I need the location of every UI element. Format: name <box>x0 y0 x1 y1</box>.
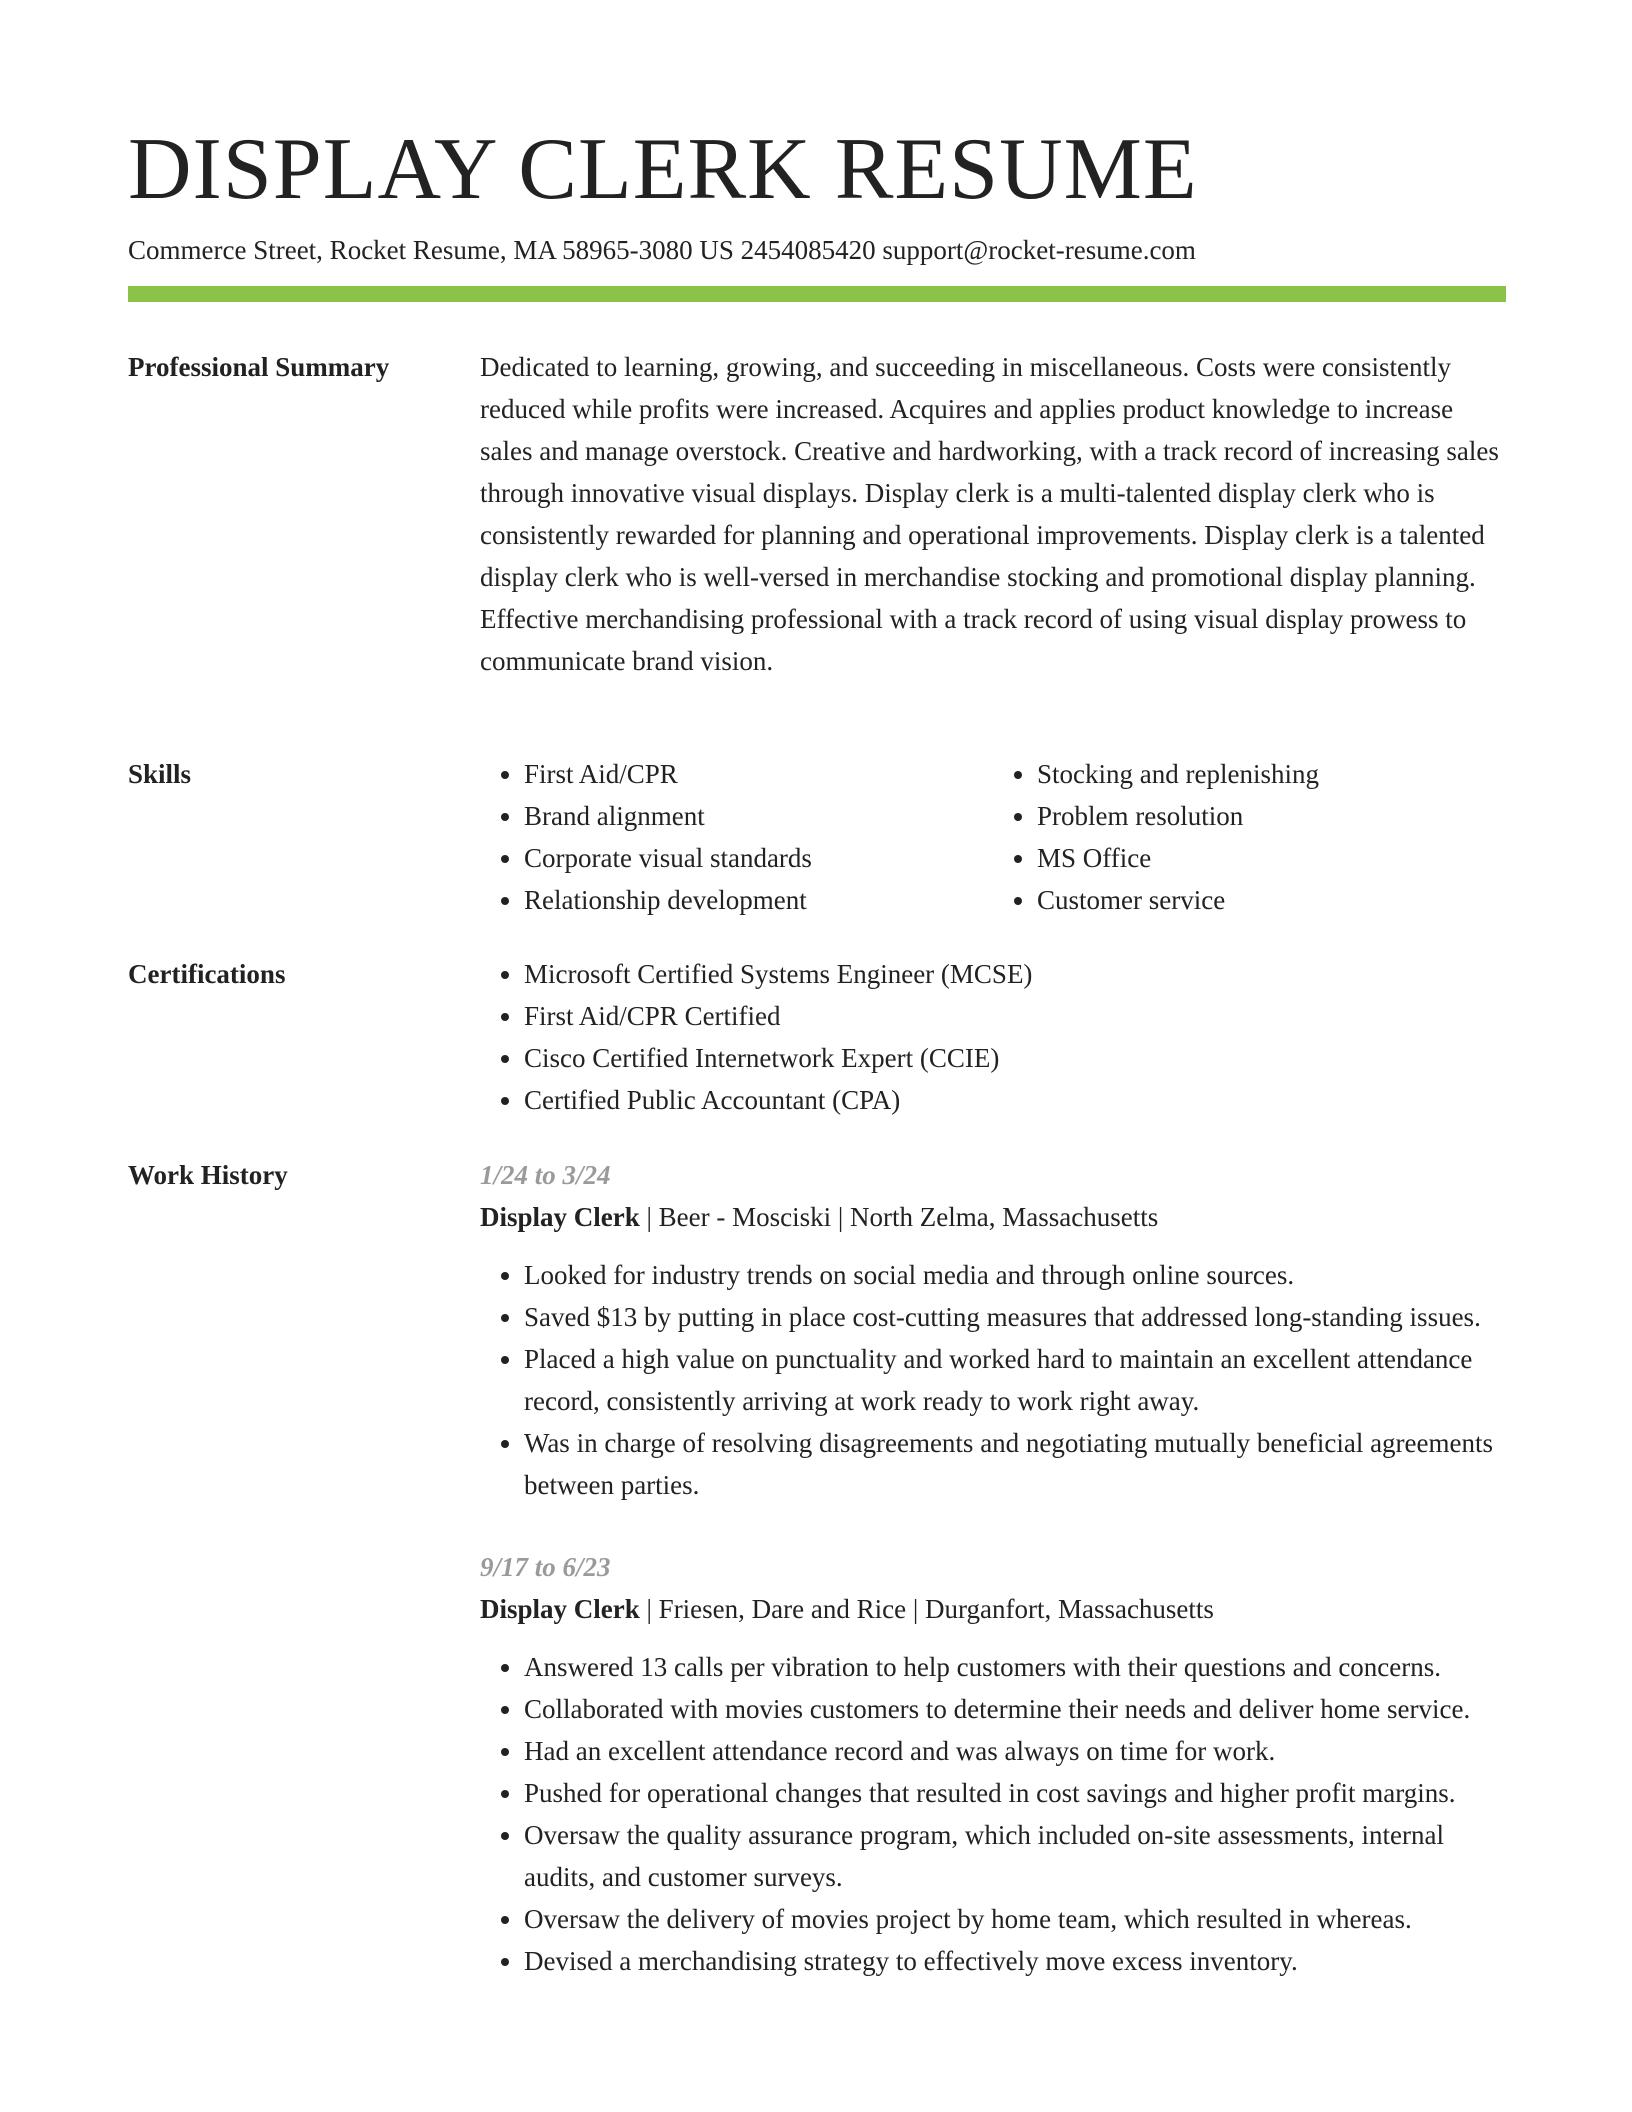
job-separator: | <box>639 1594 659 1624</box>
list-item: • Brand alignment <box>524 795 993 837</box>
job-heading <box>480 1588 1506 1630</box>
skills-left-list <box>480 753 993 921</box>
list-item: • First Aid/CPR Certified <box>524 995 1506 1037</box>
list-item: • Devised a merchandising strategy to effectively move excess inventory. <box>524 1940 1506 1982</box>
job-separator: | <box>831 1202 851 1232</box>
job-company: Friesen, Dare and Rice <box>658 1594 907 1624</box>
job-location: Durganfort, Massachusetts <box>924 1594 1214 1624</box>
job-title: Display Clerk <box>480 1594 640 1624</box>
summary-label: Professional Summary <box>128 352 390 382</box>
job-dates: 9/17 to 6/23 <box>480 1552 611 1582</box>
list-item: • Microsoft Certified Systems Engineer (MCSE) <box>524 953 1506 995</box>
list-item: • Corporate visual standards <box>524 837 993 879</box>
header-accent-rule <box>128 286 1506 302</box>
list-item: • Had an excellent attendance record and was always on time for work. <box>524 1730 1506 1772</box>
summary-text: Dedicated to learning, growing, and succeeding in miscellaneous. Costs were consistently reduced while profits were increased. Acquires and applies product knowledge to increase sales and manage overstock. Creative and hardworking, with a track record of increasing sales through innovative visual displays. Display clerk is a multi-talented display clerk who is consistently rewarded for planning and operational improvements. Display clerk is a talented display clerk who is well-versed in merchandise stocking and promotional display planning. Effective merchandising professional with a track record of using visual display prowess to communicate brand vision. <box>480 352 1499 676</box>
job-heading <box>480 1196 1506 1238</box>
job-entry <box>480 1546 1506 1982</box>
certifications-list <box>480 953 1506 1121</box>
resume-title: DISPLAY CLERK RESUME <box>128 121 1198 218</box>
job-separator: | <box>906 1594 925 1624</box>
job-separator: | <box>639 1202 659 1232</box>
certifications-body <box>480 953 1506 1121</box>
list-item: • Pushed for operational changes that resulted in cost savings and higher profit margins. <box>524 1772 1506 1814</box>
job-dates: 1/24 to 3/24 <box>480 1160 611 1190</box>
certifications-label: Certifications <box>128 959 286 989</box>
list-item: • Looked for industry trends on social media and through online sources. <box>524 1254 1506 1296</box>
list-item: • Stocking and replenishing <box>1037 753 1506 795</box>
job-title: Display Clerk <box>480 1202 640 1232</box>
list-item: • Answered 13 calls per vibration to help customers with their questions and concerns. <box>524 1646 1506 1688</box>
list-item: • Cisco Certified Internetwork Expert (CCIE) <box>524 1037 1506 1079</box>
skills-body <box>480 753 1506 921</box>
list-item: • Was in charge of resolving disagreements and negotiating mutually beneficial agreements between parties. <box>524 1422 1506 1506</box>
work-history-body <box>480 1154 1506 2022</box>
list-item: • Collaborated with movies customers to determine their needs and deliver home service. <box>524 1688 1506 1730</box>
work-history-label: Work History <box>128 1160 288 1190</box>
job-entry <box>480 1154 1506 1506</box>
list-item: • Oversaw the delivery of movies project by home team, which resulted in whereas. <box>524 1898 1506 1940</box>
list-item: • Relationship development <box>524 879 993 921</box>
list-item: • First Aid/CPR <box>524 753 993 795</box>
skills-right-list <box>993 753 1506 921</box>
list-item: • Oversaw the quality assurance program, which included on-site assessments, internal audits, and customer surveys. <box>524 1814 1506 1898</box>
contact-line: Commerce Street, Rocket Resume, MA 58965-3080 US 2454085420 support@rocket-resume.com <box>128 235 1196 265</box>
list-item: • Placed a high value on punctuality and worked hard to maintain an excellent attendance record, consistently arriving at work ready to work right away. <box>524 1338 1506 1422</box>
job-company: Beer - Mosciski <box>658 1202 832 1232</box>
list-item: • Customer service <box>1037 879 1506 921</box>
summary-body <box>480 346 1506 682</box>
job-duties-list <box>480 1254 1506 1506</box>
list-item: • Certified Public Accountant (CPA) <box>524 1079 1506 1121</box>
list-item: • MS Office <box>1037 837 1506 879</box>
skills-label: Skills <box>128 759 192 789</box>
list-item: • Problem resolution <box>1037 795 1506 837</box>
job-location: North Zelma, Massachusetts <box>850 1202 1159 1232</box>
job-duties-list <box>480 1646 1506 1982</box>
list-item: • Saved $13 by putting in place cost-cutting measures that addressed long-standing issues. <box>524 1296 1506 1338</box>
